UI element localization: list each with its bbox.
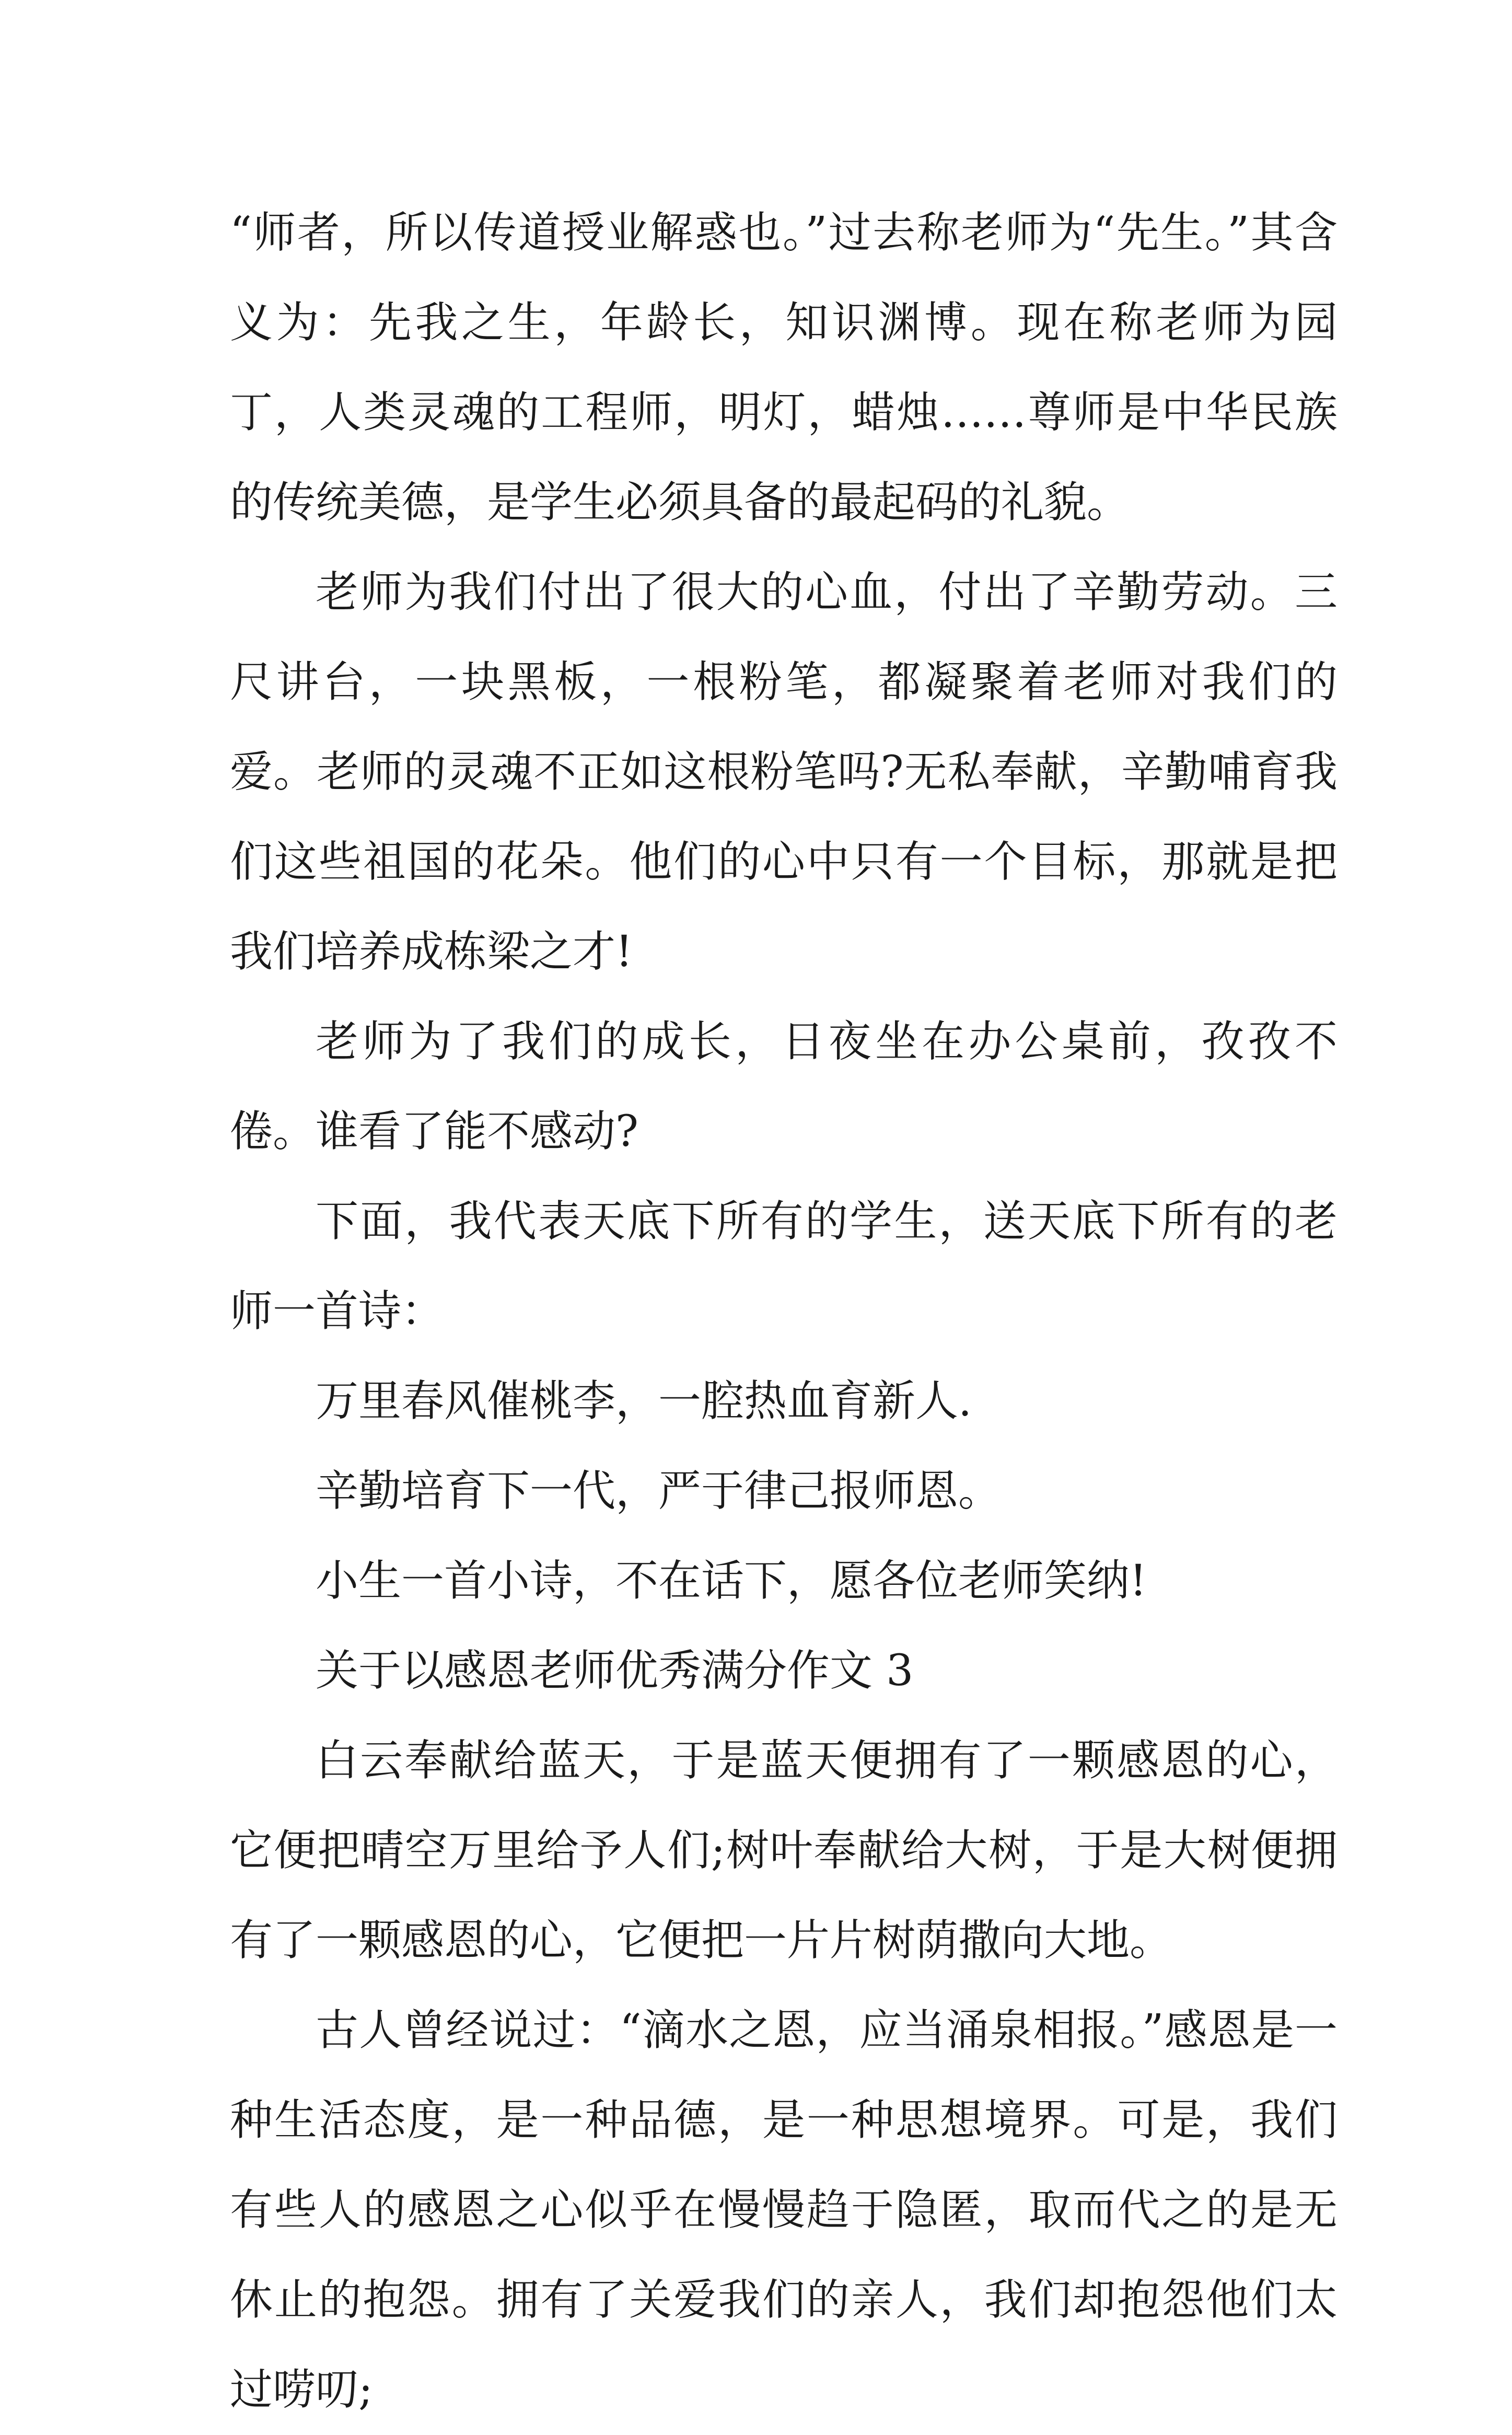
document-body (230, 188, 1337, 2435)
poem-line-1: 万里春风催桃李，一腔热血育新人. (316, 1376, 972, 1426)
paragraph-2: 老师为我们付出了很大的心血，付出了辛勤劳动。三尺讲台，一块黑板，一根粉笔，都凝聚着老师对我们的爱。老师的灵魂不正如这根粉笔吗?无私奉献，辛勤哺育我们这些祖国的花朵。他们的心中只有一个目标，那就是把我们培养成栋梁之才! (230, 567, 1337, 977)
section-heading: 关于以感恩老师优秀满分作文 3 (316, 1646, 914, 1696)
paragraph-9: 白云奉献给蓝天，于是蓝天便拥有了一颗感恩的心，它便把晴空万里给予人们;树叶奉献给大树，于是大树便拥有了一颗感恩的心，它便把一片片树荫撒向大地。 (230, 1736, 1337, 1965)
poem-line-2: 辛勤培育下一代，严于律己报师恩。 (316, 1466, 1002, 1516)
paragraph-3: 老师为了我们的成长，日夜坐在办公桌前，孜孜不倦。谁看了能不感动? (230, 1017, 1337, 1156)
paragraph-4: 下面，我代表天底下所有的学生，送天底下所有的老师一首诗： (230, 1197, 1337, 1336)
paragraph-1: “师者，所以传道授业解惑也。”过去称老师为“先生。”其含义为：先我之生，年龄长，知识渊博。现在称老师为园丁，人类灵魂的工程师，明灯，蜡烛……尊师是中华民族的传统美德，是学生必须具备的最起码的礼貌。 (230, 208, 1337, 527)
paragraph-7: 小生一首小诗，不在话下，愿各位老师笑纳! (316, 1556, 1147, 1606)
paragraph-10: 古人曾经说过：“滴水之恩，应当涌泉相报。”感恩是一种生活态度，是一种品德，是一种思想境界。可是，我们有些人的感恩之心似乎在慢慢趋于隐匿，取而代之的是无休止的抱怨。拥有了关爱我们的亲人，我们却抱怨他们太过唠叨; (230, 2005, 1337, 2415)
